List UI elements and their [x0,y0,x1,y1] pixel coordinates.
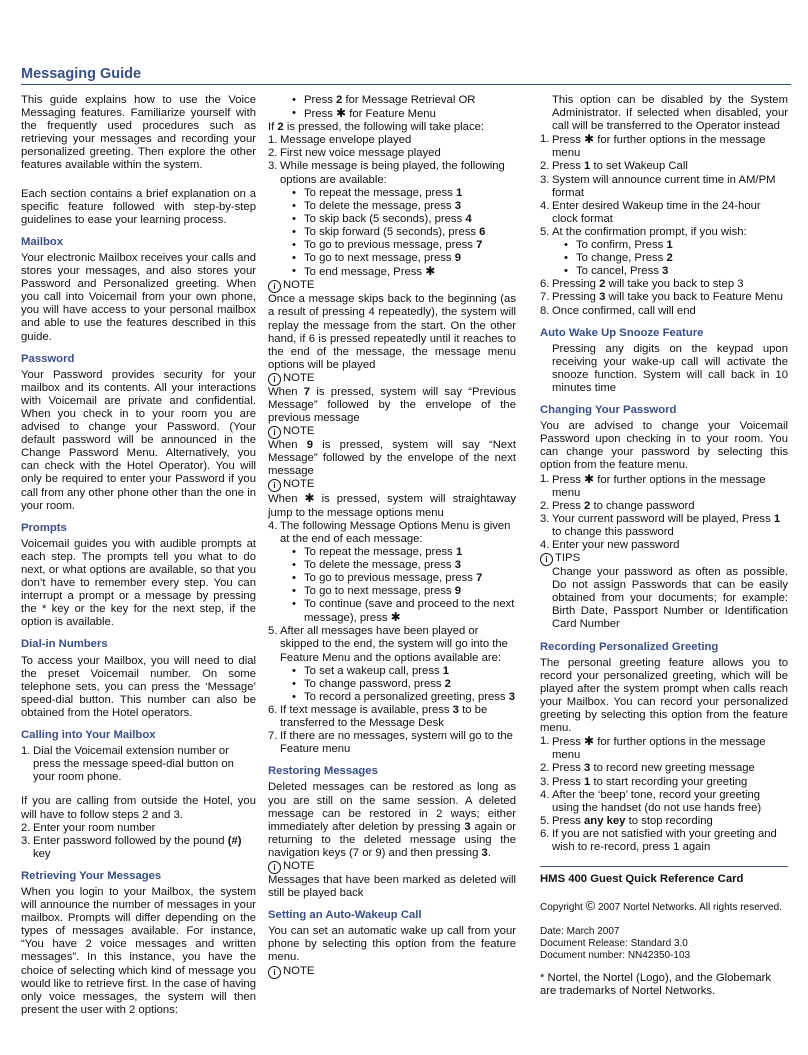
list-item: 4. Enter your new password [540,539,680,551]
star-key-icon: ✱ [584,734,595,749]
info-icon: i [268,966,281,979]
note-label: i NOTE [268,965,516,979]
note-label: i NOTE [268,425,516,439]
list-item: • To end message, Press ✱ [304,265,516,279]
copyright-icon: © [585,898,596,914]
calling-steps [21,745,256,784]
star-key-icon: ✱ [304,491,315,506]
list-item: • To skip forward (5 seconds), press 6 [304,226,516,239]
list-item: 2. First new voice message played [268,147,441,160]
list-item: • To record a personalized greeting, press 3 [304,691,516,704]
dial-in-paragraph: To access your Mailbox, you will need to dial the preset Voicemail number. On some telephone sets, you can press the ‘Message’ speed-dial button. This number can also be obtained from the Hotel operators. [21,654,256,719]
retrieval-steps [268,134,516,279]
change-password-paragraph: You are advised to change your Voicemail Password upon checking in to your room. You can change your password by selecting this option from the feature menu. [540,420,788,472]
intro-paragraph: This guide explains how to use the Voice Messaging features. Familiarize yourself with the frequently used procedures such as retrieving your messages and recording your personalized greeting. Then explore the other features available within the system. [21,94,256,172]
greeting-steps [540,735,788,854]
section-heading-dial-in: Dial-in Numbers [21,638,108,651]
list-item: 3. Press 1 to start recording your greeting [540,775,748,788]
list-item: 8. Once confirmed, call will end [540,304,696,317]
note-label: i NOTE [268,372,516,386]
section-heading-snooze: Auto Wake Up Snooze Feature [540,326,704,339]
list-item: • To delete the message, press 3 [304,559,516,572]
info-icon: i [268,373,281,386]
list-item: 4. Enter desired Wakeup time in the 24-hour clock format [540,199,761,225]
section-heading-calling: Calling into Your Mailbox [21,729,156,742]
list-item: • To confirm, Press 1 [576,239,788,252]
list-item: • To go to next message, press 9 [304,585,516,598]
list-item: • To go to previous message, press 7 [304,572,516,585]
list-item: • To skip back (5 seconds), press 4 [304,213,516,226]
calling-paragraph: If you are calling from outside the Hotel, you will have to follow steps 2 and 3. [21,795,256,821]
password-paragraph: Your Password provides security for your mailbox and its contents. All your interactions with Voicemail are private and confidential. When you check in to your room you are advised to change your Password. (Your default password will be announced in the Change Password Menu. Alternatively, you can check with the Hotel Operator). You will only be required to enter your Password if you call from any other phone other than the one in your room. [21,368,256,512]
copyright: Copyright © 2007 Nortel Networks. All rights reserved. [540,898,782,914]
list-item: • To change password, press 2 [304,678,516,691]
list-item: • To go to previous message, press 7 [304,239,516,252]
reference-card-title: HMS 400 Guest Quick Reference Card [540,866,788,886]
list-item: 7. Pressing 3 will take you back to Feature Menu [540,291,784,304]
snooze-paragraph: Pressing any digits on the keypad upon receiving your wake-up call will activate the snooze function. System will call back in 10 minutes time [552,342,788,394]
list-item: 3. System will announce current time in AM/PM format [540,173,776,199]
page-title: Messaging Guide [21,66,142,82]
message-options-steps [268,520,516,757]
list-item: 3. Enter password followed by the pound (#) key [21,834,242,860]
list-item: • To change, Press 2 [576,252,788,265]
list-item: 1. Press ✱ for further options in the message menu [540,132,766,160]
info-icon: i [540,553,553,566]
document-release: Document Release: Standard 3.0 [540,938,688,950]
list-item: 5. At the confirmation prompt, if you wish: • To confirm, Press 1 • To change, Press 2 • To cancel, Press 3 [552,226,788,278]
column-3 [540,94,788,998]
document-number: Document number: NN42350-103 [540,950,691,962]
mailbox-paragraph: Your electronic Mailbox receives your calls and stores your messages, and also stores your Password and Personalized greeting. When you call into Voicemail from your own phone, you will have access to your personal mailbox and able to use the features described in this guide. [21,251,256,343]
section-heading-password: Password [21,352,75,365]
info-icon: i [268,426,281,439]
section-heading-change-password: Changing Your Password [540,404,677,417]
list-item: 3. Your current password will be played, Press 1 to change this password [540,512,781,538]
section-heading-mailbox: Mailbox [21,235,64,248]
list-item: 2. Press 1 to set Wakeup Call [540,160,688,173]
document-date: Date: March 2007 [540,926,620,938]
list-item: • To continue (save and proceed to the next message), press ✱ [304,598,516,625]
list-item: 7. If there are no messages, system will go to the Feature menu [268,730,513,756]
list-item: 1. Press ✱ for further options in the message menu [540,471,766,499]
column-1 [21,94,256,1021]
list-item: • Press 2 for Message Retrieval OR [304,94,516,107]
note-label: i NOTE [268,478,516,492]
section-heading-prompts: Prompts [21,521,67,534]
list-item: • To set a wakeup call, press 1 [304,665,516,678]
list-item: 6. If text message is available, press 3 to be transferred to the Message Desk [268,703,488,730]
star-key-icon: ✱ [584,471,595,486]
note-label: i NOTE [268,279,516,293]
list-item: 5. Press any key to stop recording [540,814,713,827]
list-item: • To delete the message, press 3 [304,200,516,213]
list-item: • To go to next message, press 9 [304,252,516,265]
star-key-icon: ✱ [425,264,436,279]
tips-text: Change your password as often as possible. Do not assign Passwords that can be easily obtained from your documents; for example: Birth Date, Passport Number or Identification Card Number [552,566,788,631]
wakeup-steps [540,133,788,317]
list-item: 1. Dial the Voicemail extension number or press the message speed-dial button on your room phone. [21,745,234,784]
list-item: • Press ✱ for Feature Menu [304,107,516,121]
list-item: • To repeat the message, press 1 [304,187,516,200]
note-text: Once a message skips back to the beginning (as a result of pressing 4 repeatedly), the system will replay the message from the start. On the other hand, if 6 is pressed repeatedly until it reaches to the end of the message, the message menu options will be played [268,293,516,371]
change-password-steps [540,473,788,553]
star-key-icon: ✱ [336,106,347,121]
info-icon: i [268,861,281,874]
note-text: When 7 is pressed, system will say “Previous Message” followed by the envelope of the previous message [268,385,517,425]
list-item: 1. Press ✱ for further options in the message menu [540,734,766,762]
tips-label: i TIPS [540,552,788,566]
list-item: 6. Pressing 2 will take you back to step 3 [540,278,744,291]
prompts-paragraph: Voicemail guides you with audible prompts at each step. The prompts tell you what to do next, or what options are available, so that you don’t have to remember every step. You can interrupt a prompt or a message by pressing the * key or the key for the next step, if the option is available. [21,537,256,629]
list-item: 5. After all messages have been played or skipped to the end, the system will go into the Feature Menu and the options available are: • To set a wakeup call, press 1 • To change password, press 2 • To record a personalized greeting, press 3 [280,625,516,704]
column-2: • Press 2 for Message Retrieval OR • Press ✱ for Feature Menu If 2 is pressed, the following will take place: 1. Message envelope played 2. First new voice message played 3. While message is being played, the following options are available: • To repeat the message, press 1 • To delete the message, press 3 • To skip back (5 seconds), press 4 • To skip forward (5 seconds), press 6 • To go to previous message, press 7 • To go to next message, press 9 • To end message, Press ✱ i NOTE Once a message skips back to the beginning (as a result of pressing 4 repeatedly), the system will replay the message from the start. On the other hand, if 6 is pressed repeatedly until it reaches to the end of the message, the message menu options will be played i NOTE When 7 is pressed, system will say “Previous Message” followed by the envelope of the previous message i NOTE When 9 is pressed, system will say “Next Message” followed by the envelope of the next message i NOTE When ✱ is pressed, system will straightaway jump to the message options menu 4. The following Message Options Menu is given at the end of each message: • To repeat the message, press 1 • To delete the message, press 3 • To go to previous message, press 7 • To go to next message, press 9 • To continue (save and proceed to the next message), press ✱ 5. After all messages have been played or skipped to the end, the system will go into the Feature Menu and the options available are: • To set a wakeup call, press 1 • To change password, press 2 • To record a personalized greeting, press 3 6. If text message is available, press 3 to be transferred to the Message Desk 7. If there are no messages, system will go to the Feature menu Restoring Messages Deleted messages can be restored as long as you are still on the same session. A deleted message can be restored in 2 ways; either immediately after deletion by pressing 3 again or returning to the deleted message using the navigation keys (7 or 9) and then pressing 3. i NOTE Messages that have been marked as deleted will still be played back Setting an Auto-Wakeup Call You can set an automatic wake up call from your phone by selecting this option from the feature menu. i NOTE [268,94,516,979]
calling-steps-2 [21,822,256,861]
section-heading-greeting: Recording Personalized Greeting [540,640,719,653]
greeting-paragraph: The personal greeting feature allows you to record your personalized greeting, which will be played after the system prompt when calls reach your Mailbox. You can record your personalized greeting by selecting this option from the feature menu. [540,656,788,735]
section-heading-wakeup: Setting an Auto-Wakeup Call [268,909,422,922]
disable-paragraph: This option can be disabled by the System Administrator. If selected when disabled, your call will be transferred to the Operator instead [552,94,788,133]
note-text: When ✱ is pressed, system will straightaway jump to the message options menu [268,491,516,519]
restoring-paragraph: Deleted messages can be restored as long as you are still on the same session. A deleted message can be restored in 2 ways; either immediately after deletion by pressing 3 again or returning to the deleted message using the navigation keys (7 or 9) and then pressing 3. [268,781,516,859]
star-key-icon: ✱ [390,610,401,625]
retrieval-options [268,94,516,121]
star-key-icon: ✱ [584,132,595,147]
trademark-notice: * Nortel, the Nortel (Logo), and the Globemark are trademarks of Nortel Networks. [540,972,772,998]
note-text: When 9 is pressed, system will say “Next Message” followed by the envelope of the next message [268,439,516,478]
section-heading-restoring: Restoring Messages [268,765,378,778]
list-item: • To cancel, Press 3 [576,265,788,278]
list-item: 1. Message envelope played [268,134,412,147]
wakeup-paragraph: You can set an automatic wake up call from your phone by selecting this option from the feature menu. [268,925,516,964]
list-item: 2. Press 2 to change password [540,499,695,512]
info-icon: i [268,280,281,293]
retrieving-paragraph: When you login to your Mailbox, the system will announce the number of messages in your mailbox. Prompts will differ depending on the types of messages available. For instance, “You have 2 voice messages and written messages”. In this instance, you have the choice of selecting which kind of message you would like to retrieve first. In the case of having only voice messages, the system will then present the user with 2 options: [21,885,256,1016]
info-icon: i [268,479,281,492]
list-item: • To repeat the message, press 1 [304,546,516,559]
list-item: 3. While message is being played, the following options are available: • To repeat the message, press 1 • To delete the message, press 3 • To skip back (5 seconds), press 4 • To skip forward (5 seconds), press 6 • To go to previous message, press 7 • To go to next message, press 9 • To end message, Press ✱ [280,160,516,279]
list-item: 6. If you are not satisfied with your greeting and wish to re-record, press 1 again [540,827,777,853]
list-item: 4. After the ‘beep’ tone, record your greeting using the handset (do not use hands free) [540,788,762,814]
note-text: Messages that have been marked as deleted will still be played back [268,873,516,900]
note-label: i NOTE [268,860,516,874]
list-item: 4. The following Message Options Menu is given at the end of each message: • To repeat the message, press 1 • To delete the message, press 3 • To go to previous message, press 7 • To go to next message, press 9 • To continue (save and proceed to the next message), press ✱ [280,520,516,626]
list-item: 2. Press 3 to record new greeting message [540,762,755,775]
list-item: 2. Enter your room number [21,821,156,834]
intro-paragraph-2: Each section contains a brief explanation on a specific feature followed with step-by-step guidelines to ease your learning process. [21,187,256,226]
section-heading-retrieving: Retrieving Your Messages [21,869,162,882]
title-divider [21,84,791,85]
